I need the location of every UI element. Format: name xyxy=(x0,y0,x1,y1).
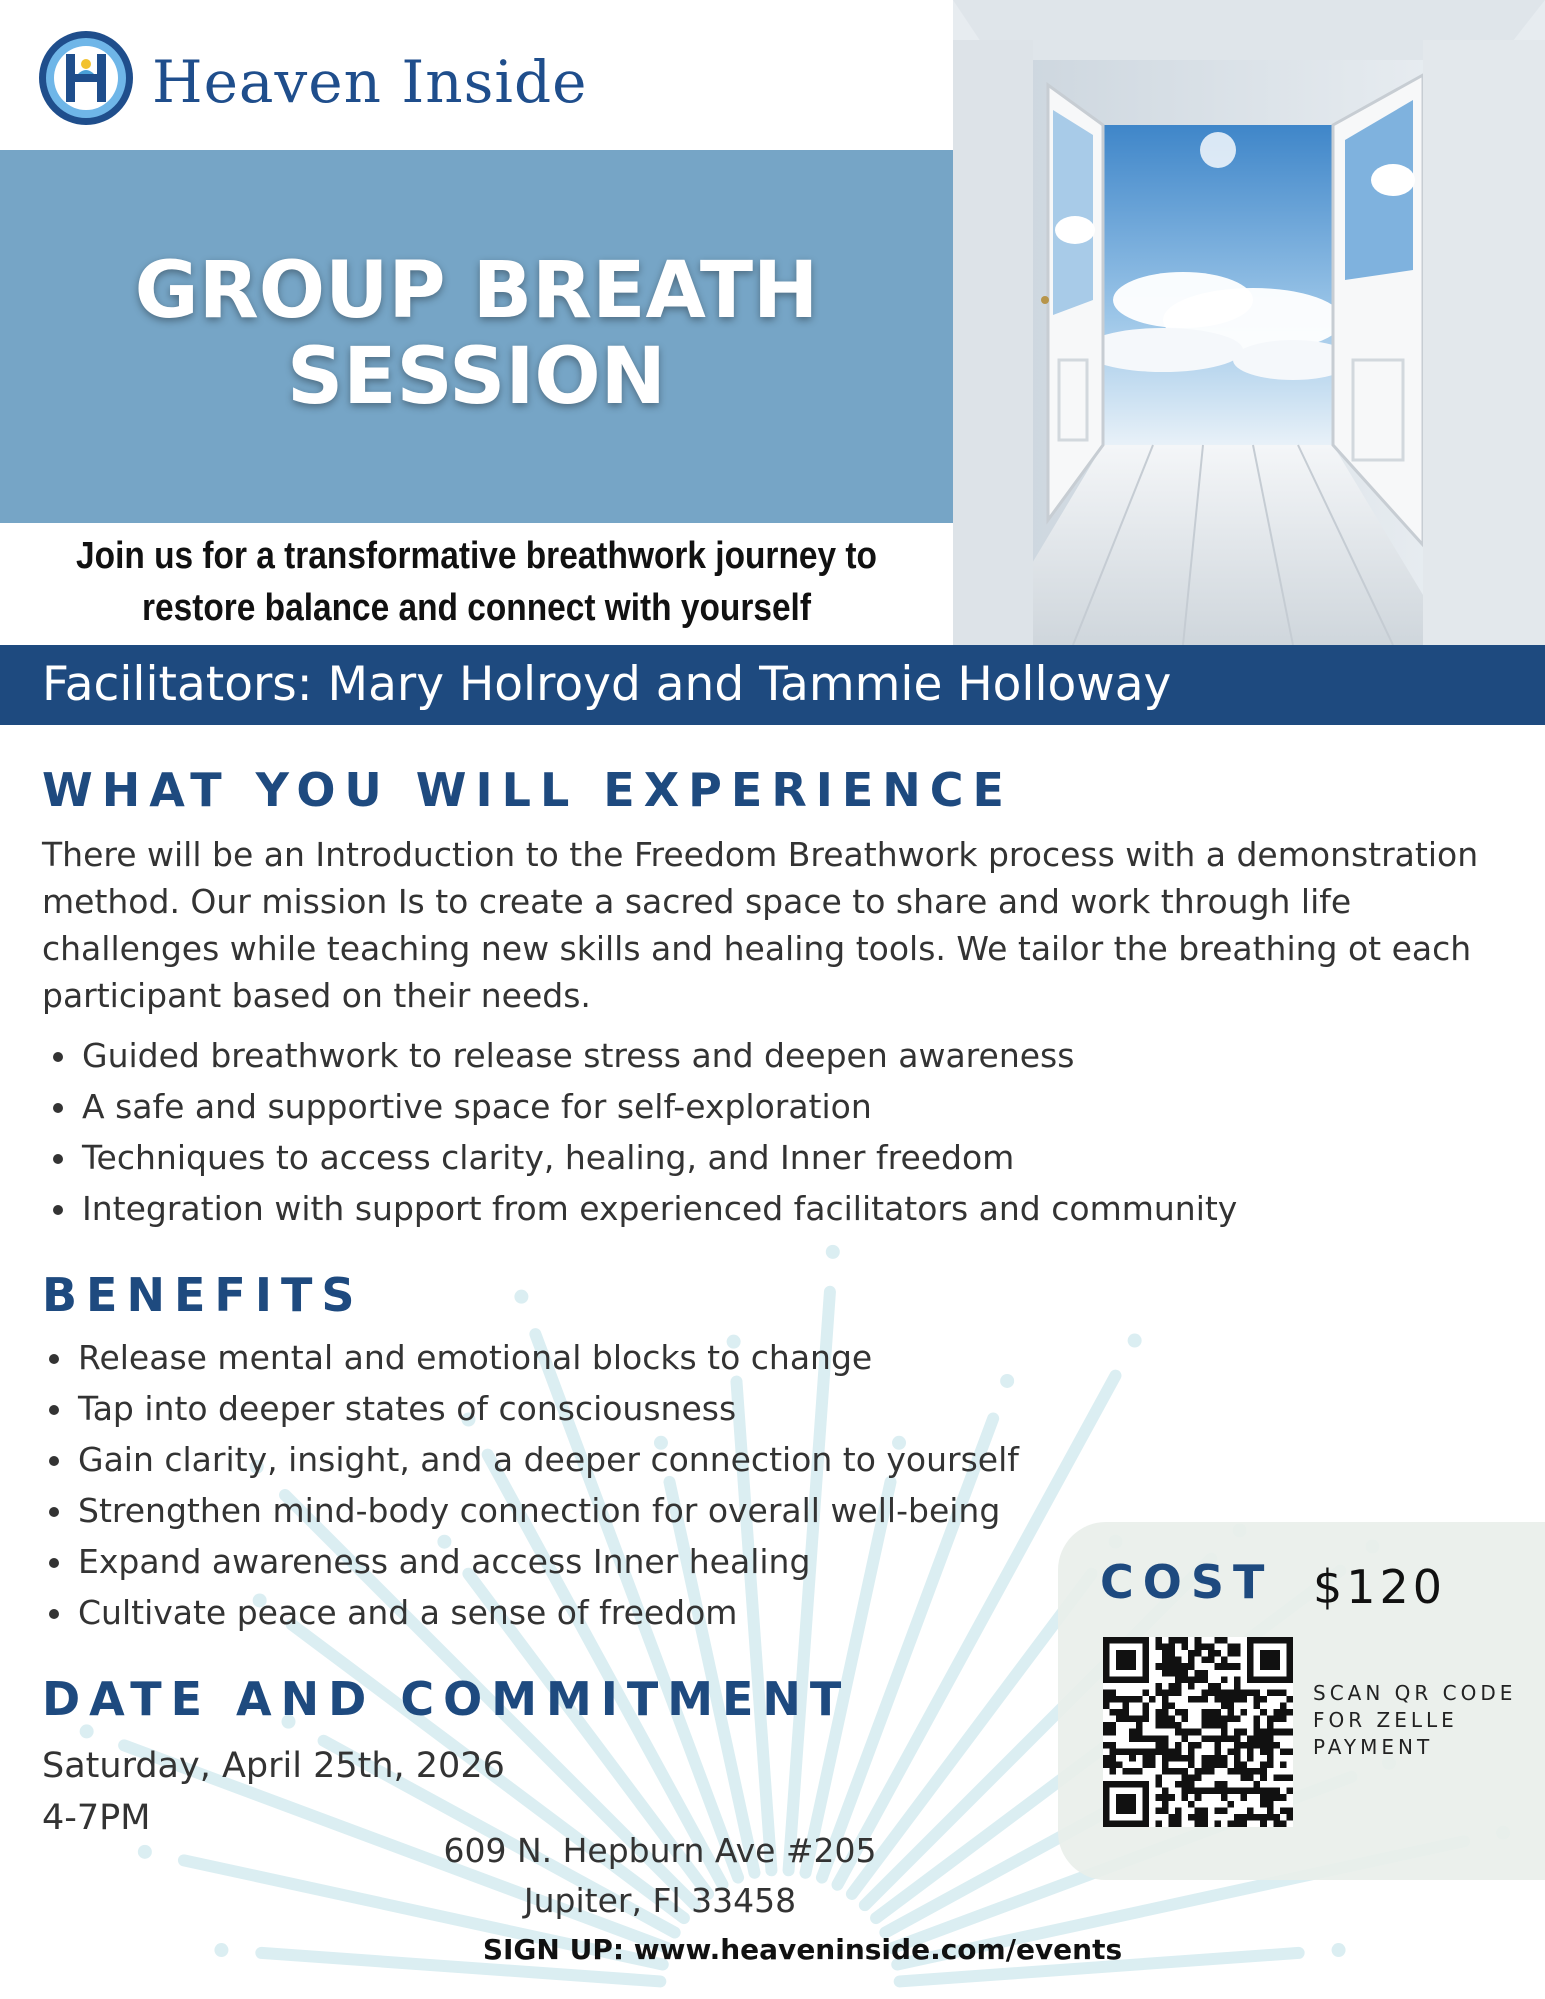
list-item: • A safe and supportive space for self-exploration xyxy=(80,1081,1492,1132)
sunburst-dot xyxy=(514,1290,528,1304)
cost-label: COST xyxy=(1100,1555,1274,1609)
qr-note-line-1: SCAN QR CODE xyxy=(1313,1681,1517,1705)
event-time: 4-7PM xyxy=(42,1798,151,1838)
sunburst-dot xyxy=(1128,1334,1142,1348)
list-item: • Guided breathwork to release stress and deepen awareness xyxy=(80,1030,1492,1081)
brand-name: Heaven Inside xyxy=(152,48,588,116)
sunburst-dot xyxy=(80,1724,94,1738)
tagline-line-1: Join us for a transformative breathwork journey to xyxy=(76,535,877,577)
facilitators-text: Facilitators: Mary Holroyd and Tammie Holloway xyxy=(42,657,1172,712)
list-item: • Release mental and emotional blocks to change xyxy=(76,1332,1098,1383)
qr-note-line-3: PAYMENT xyxy=(1313,1735,1434,1759)
heaven-inside-logo xyxy=(36,28,136,128)
title-line-1: GROUP BREATH xyxy=(134,246,819,336)
list-item: • Expand awareness and access Inner healing xyxy=(76,1536,1098,1587)
page-title xyxy=(0,248,953,420)
tagline xyxy=(57,530,896,634)
open-door-sky-image xyxy=(953,0,1545,645)
list-item: • Integration with support from experienced facilitators and community xyxy=(80,1183,1492,1234)
experience-heading: WHAT YOU WILL EXPERIENCE xyxy=(42,763,1013,817)
list-item: • Gain clarity, insight, and a deeper connection to yourself xyxy=(76,1434,1098,1485)
event-date: Saturday, April 25th, 2026 xyxy=(42,1746,505,1786)
list-item: • Tap into deeper states of consciousness xyxy=(76,1383,1098,1434)
benefits-list xyxy=(38,1332,1098,1638)
signup-link[interactable]: SIGN UP: www.heaveninside.com/events xyxy=(482,1933,1123,1966)
address-line-1: 609 N. Hepburn Ave #205 xyxy=(443,1831,877,1870)
zelle-qr-code[interactable] xyxy=(1103,1637,1293,1827)
list-item: • Techniques to access clarity, healing, and Inner freedom xyxy=(80,1132,1492,1183)
cost-value: $120 xyxy=(1313,1560,1447,1614)
list-item: • Strengthen mind-body connection for overall well-being xyxy=(76,1485,1098,1536)
address-line-2: Jupiter, Fl 33458 xyxy=(523,1881,797,1920)
qr-instructions xyxy=(1313,1680,1516,1761)
qr-note-line-2: FOR ZELLE xyxy=(1313,1708,1458,1732)
date-heading: DATE AND COMMITMENT xyxy=(42,1672,851,1726)
experience-paragraph: There will be an Introduction to the Freedom Breathwork process with a demonstration method. Our mission Is to create a sacred space to share and work through life challenges while teaching new skills and healing tools. We tailor the breathing ot each participant based on their needs. xyxy=(42,835,1479,1015)
title-line-2: SESSION xyxy=(287,332,666,422)
tagline-line-2: restore balance and connect with yourself xyxy=(142,587,811,629)
experience-list xyxy=(42,1030,1492,1234)
benefits-heading: BENEFITS xyxy=(42,1268,364,1322)
sunburst-dot xyxy=(826,1245,840,1259)
list-item: • Cultivate peace and a sense of freedom xyxy=(76,1587,1098,1638)
